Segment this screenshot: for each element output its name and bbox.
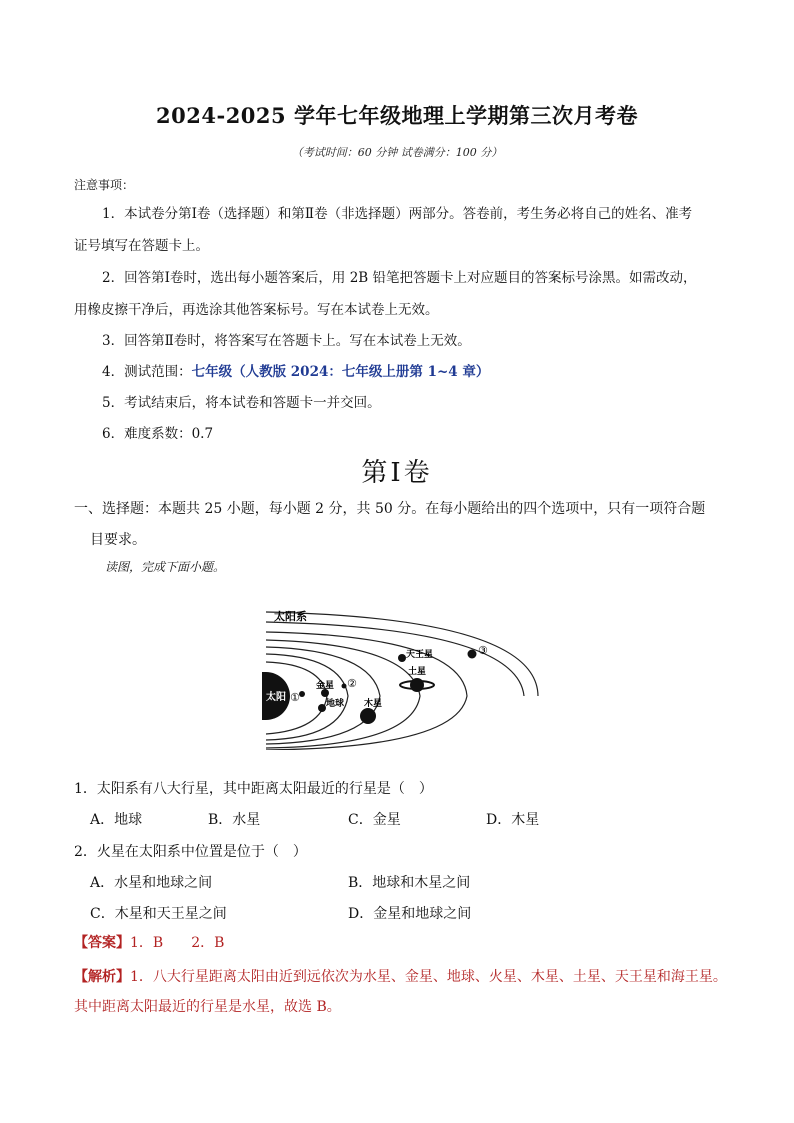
answer-label: 【答案】 (74, 935, 130, 951)
notice-item-2 (74, 268, 724, 320)
planet-uranus (398, 654, 406, 662)
q1-option-b: B．水星 (208, 812, 261, 828)
q2-option-a: A．水星和地球之间 (90, 875, 213, 891)
volume-title: 第Ⅰ卷 (361, 458, 433, 488)
notice-item-2-line-2: 用橡皮擦干净后，再选涂其他答案标号。写在本试卷上无效。 (74, 302, 439, 318)
marker-2: ② (347, 677, 357, 690)
read-map-instruction: 读图，完成下面小题。 (105, 560, 226, 574)
notice-item-2-line-1: 2．回答第Ⅰ卷时，选出每小题答案后，用 2B 铅笔把答题卡上对应题目的答案标号涂黑。如需改动， (102, 270, 697, 286)
q2-option-b: B．地球和木星之间 (348, 875, 471, 891)
planet-mars (342, 684, 347, 689)
label-jupiter: 木星 (364, 699, 383, 709)
planet-saturn (410, 678, 424, 692)
notice-item-3 (74, 331, 724, 351)
section-instructions (74, 494, 734, 556)
notice-item-5-text: 5．考试结束后，将本试卷和答题卡一并交回。 (102, 395, 381, 411)
answer-text: 1．B 2．B (130, 935, 225, 951)
orbit-lines (266, 612, 538, 750)
notice-item-4 (74, 362, 724, 382)
label-saturn: 土星 (408, 667, 427, 677)
planet-mercury (299, 691, 305, 697)
notice-heading: 注意事项： (74, 178, 135, 192)
marker-3: ③ (478, 644, 488, 657)
exam-subtitle: （考试时间：60 分钟 试卷满分：100 分） (291, 146, 503, 159)
label-uranus: 天王星 (406, 650, 434, 660)
label-solar-system: 太阳系 (274, 610, 307, 623)
notice-item-6-text: 6．难度系数：0.7 (102, 426, 214, 442)
section-line-1: 一、选择题：本题共 25 小题，每小题 2 分，共 50 分。在每小题给出的四个选项中，只有一项符合题 (74, 501, 706, 517)
planet-jupiter (360, 708, 376, 724)
section-line-2: 目要求。 (90, 532, 146, 548)
q2-option-d: D．金星和地球之间 (348, 906, 472, 922)
label-venus: 金星 (316, 681, 335, 691)
analysis-label: 【解析】 (74, 969, 130, 985)
question-1-stem: 1．太阳系有八大行星，其中距离太阳最近的行星是（ ） (74, 781, 433, 797)
planet-neptune (468, 650, 477, 659)
q1-option-a: A．地球 (90, 812, 143, 828)
q1-option-d: D．木星 (486, 812, 540, 828)
notice-item-1 (74, 204, 724, 256)
notice-item-3-text: 3．回答第Ⅱ卷时，将答案写在答题卡上。写在本试卷上无效。 (102, 333, 471, 349)
analysis-block (74, 962, 744, 1022)
answer-block (74, 932, 224, 952)
notice-item-6 (74, 424, 724, 444)
analysis-line-2: 其中距离太阳最近的行星是水星，故选 B。 (74, 999, 341, 1015)
marker-1: ① (290, 691, 300, 704)
test-range: 七年级（人教版 2024：七年级上册第 1~4 章） (191, 364, 490, 380)
exam-title: 2024-2025 学年七年级地理上学期第三次月考卷 (156, 103, 638, 128)
q1-option-c: C．金星 (348, 812, 401, 828)
planet-earth (318, 704, 326, 712)
label-sun: 太阳 (266, 692, 286, 703)
question-2-stem: 2．火星在太阳系中位置是位于（ ） (74, 844, 307, 860)
q2-option-c: C．木星和天王星之间 (90, 906, 227, 922)
notice-item-1-line-2: 证号填写在答题卡上。 (74, 238, 209, 254)
notice-item-5 (74, 393, 724, 413)
notice-item-4-prefix: 4．测试范围： (102, 364, 192, 380)
solar-system-diagram (262, 600, 542, 750)
notice-item-1-line-1: 1．本试卷分第Ⅰ卷（选择题）和第Ⅱ卷（非选择题）两部分。答卷前，考生务必将自己的姓名、准考 (102, 206, 693, 222)
label-earth: 地球 (326, 699, 345, 709)
analysis-line-1: 1．八大行星距离太阳由近到远依次为水星、金星、地球、火星、木星、土星、天王星和海王星。 (130, 969, 727, 985)
